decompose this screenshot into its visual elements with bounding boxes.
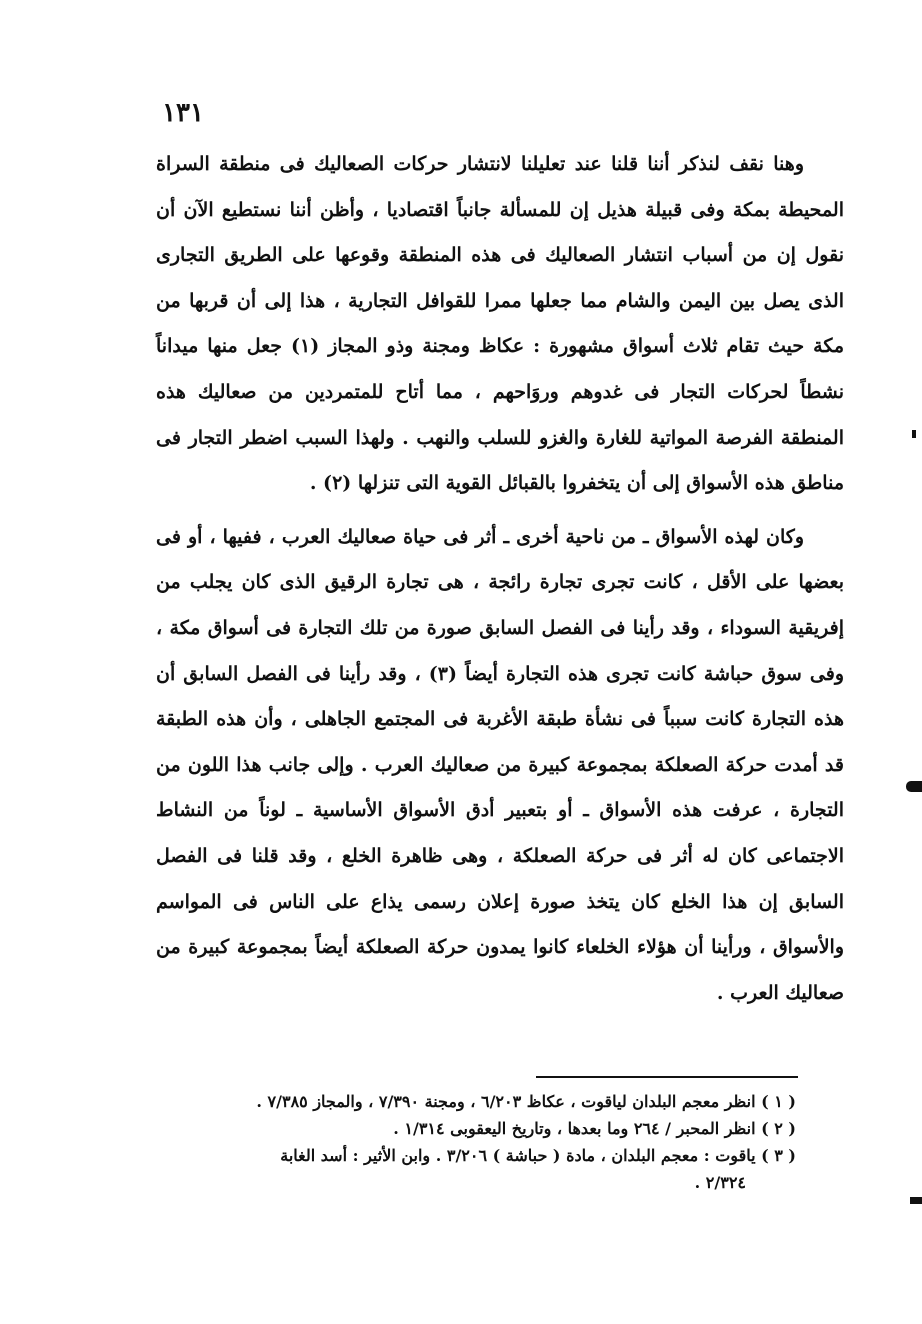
footnote: ( ١ ) انظر معجم البلدان لياقوت ، عكاظ ٦/٢٠٣ ، ومجنة ٧/٣٩٠ ، والمجاز ٧/٣٨٥ . bbox=[256, 1092, 796, 1111]
scan-mark bbox=[910, 1197, 922, 1204]
scan-mark bbox=[912, 430, 916, 438]
body-text bbox=[156, 142, 844, 1016]
scan-mark bbox=[906, 781, 922, 792]
footnote-separator bbox=[536, 1076, 798, 1078]
footnote-continuation: ٢/٣٢٤ . bbox=[694, 1173, 746, 1192]
paragraph: وهنا نقف لنذكر أننا قلنا عند تعليلنا لانتشار حركات الصعاليك فى منطقة السراة المحيطة بمكة وفى قبيلة هذيل إن للمسألة جانباً اقتصاديا ، وأظن أننا نستطيع الآن أن نقول إن من أسباب انتشار الصعاليك فى هذه المنطقة وقوعها على الطريق التجارى الذى يصل بين اليمن والشام مما جعلها ممرا للقوافل التجارية ، هذا إلى أن قربها من مكة حيث تقام ثلاث أسواق مشهورة : عكاظ ومجنة وذو المجاز (١) جعل منها ميداناً نشطاً لحركات التجار فى غدوهم وروَاحهم ، مما أتاح للمتمردين من صعاليك هذه المنطقة الفرصة المواتية للغارة والغزو للسلب والنهب . ولهذا السبب اضطر التجار فى مناطق هذه الأسواق إلى أن يتخفروا بالقبائل القوية التى تنزلها (٢) . bbox=[156, 153, 845, 495]
page-number: ١٣١ bbox=[162, 98, 204, 128]
footnote: ( ٢ ) انظر المحبر / ٢٦٤ وما بعدها ، وتاريخ اليعقوبى ١/٣١٤ . bbox=[393, 1119, 796, 1138]
footnote: ( ٣ ) ياقوت : معجم البلدان ، مادة ( حباشة ) ٣/٢٠٦ . وابن الأثير : أسد الغابة bbox=[280, 1146, 796, 1165]
footnotes bbox=[156, 1088, 796, 1196]
paragraph: وكان لهذه الأسواق ـ من ناحية أخرى ـ أثر فى حياة صعاليك العرب ، ففيها ، أو فى بعضها على الأقل ، كانت تجرى تجارة رائجة ، هى تجارة الرقيق الذى كان يجلب من إفريقية السوداء ، وقد رأينا فى الفصل السابق صورة من تلك التجارة فى أسواق مكة ، وفى سوق حباشة كانت تجرى هذه التجارة أيضاً (٣) ، وقد رأينا فى الفصل السابق أن هذه التجارة كانت سبباً فى نشأة طبقة الأغربة فى المجتمع الجاهلى ، وأن هذه الطبقة قد أمدت حركة الصعلكة بمجموعة كبيرة من صعاليك العرب . وإلى جانب هذا اللون من التجارة ، عرفت هذه الأسواق ـ أو بتعبير أدق الأسواق الأساسية ـ لوناً من النشاط الاجتماعى كان له أثر فى حركة الصعلكة ، وهى ظاهرة الخلع ، وقد قلنا فى الفصل السابق إن هذا الخلع كان يتخذ صورة إعلان رسمى يذاع على الناس فى المواسم والأسواق ، ورأينا أن هؤلاء الخلعاء كانوا يمدون حركة الصعلكة أيضاً بمجموعة كبيرة من صعاليك العرب . bbox=[156, 525, 844, 1004]
